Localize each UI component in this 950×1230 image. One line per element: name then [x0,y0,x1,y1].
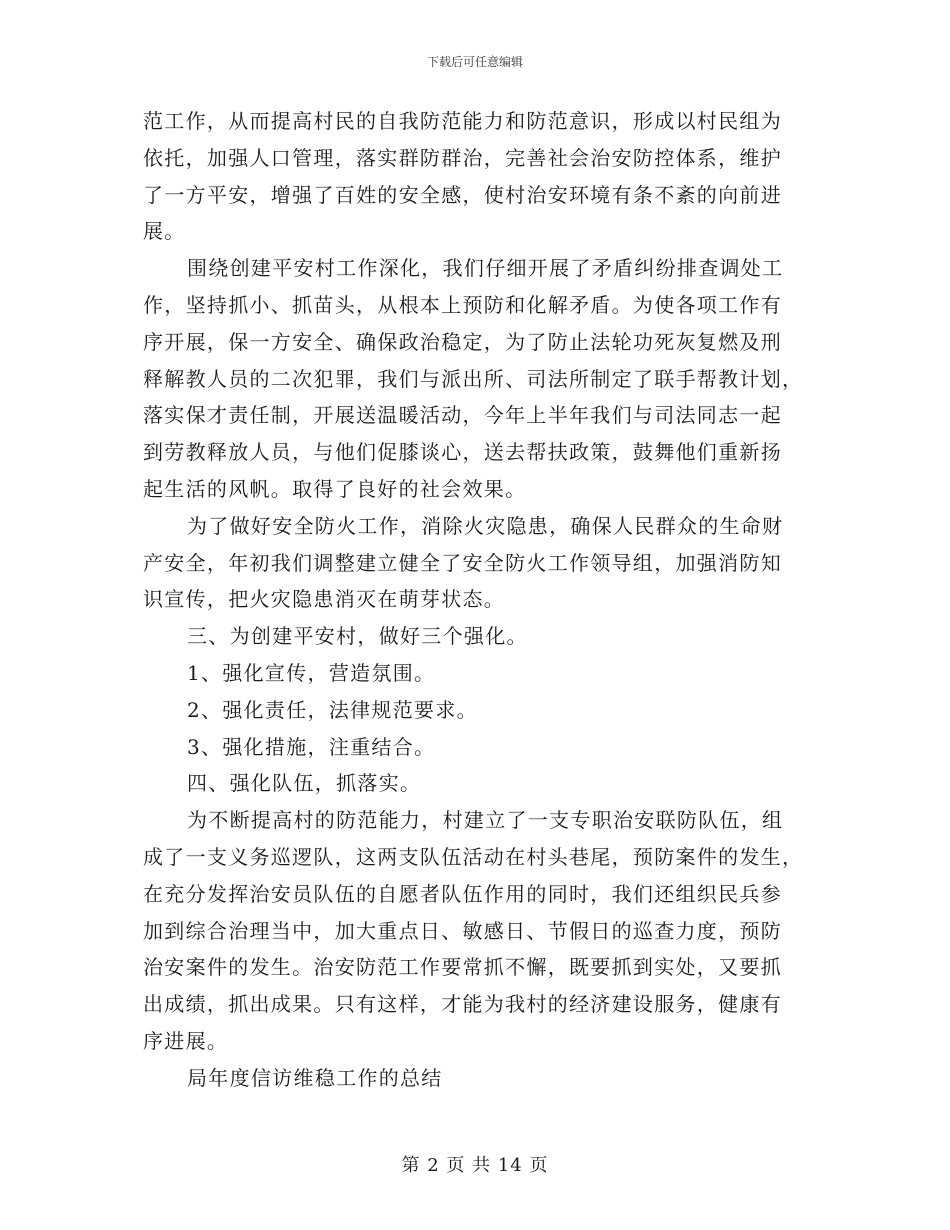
list-item: 1、强化宣传，营造氛围。 [187,660,436,685]
text-line: 依托，加强人口管理，落实群防群治，完善社会治安防控体系，维护 [143,145,782,170]
text-line: 到劳教释放人员，与他们促膝谈心，送去帮扶政策，鼓舞他们重新扬 [143,440,782,465]
text-line: 展。 [143,219,186,244]
text-line: 加到综合治理当中，加大重点日、敏感日、节假日的巡查力度，预防 [143,918,782,943]
text-line: 出成绩，抓出成果。只有这样，才能为我村的经济建设服务，健康有 [143,992,782,1017]
text-line: 在充分发挥治安员队伍的自愿者队伍作用的同时，我们还组织民兵参 [143,881,782,906]
text-line: 产安全，年初我们调整建立健全了安全防火工作领导组，加强消防知 [143,550,782,575]
text-line: 范工作，从而提高村民的自我防范能力和防范意识，形成以村民组为 [143,109,782,133]
text-line: 起生活的风帆。取得了良好的社会效果。 [143,476,527,501]
paragraph-start-line: 为了做好安全防火工作，消除火灾隐患，确保人民群众的生命财 [187,513,784,538]
section-heading: 三、为创建平安村，做好三个强化。 [187,624,528,649]
document-body [143,103,807,1097]
document-title-line: 局年度信访维稳工作的总结 [187,1065,443,1090]
list-item: 2、强化责任，法律规范要求。 [187,697,478,722]
section-heading: 四、强化队伍，抓落实。 [187,771,422,796]
paragraph-start-line: 围绕创建平安村工作深化，我们仔细开展了矛盾纠纷排查调处工 [187,256,784,281]
text-line: 成了一支义务巡逻队，这两支队伍活动在村头巷尾，预防案件的发生， [143,844,804,869]
text-line: 序进展。 [143,1028,229,1053]
text-line: 作，坚持抓小、抓苗头，从根本上预防和化解矛盾。为使各项工作有 [143,292,782,317]
text-line: 识宣传，把火灾隐患消灭在萌芽状态。 [143,587,506,612]
text-line: 了一方平安，增强了百姓的安全感，使村治安环境有条不紊的向前进 [143,182,782,207]
text-line: 释解教人员的二次犯罪，我们与派出所、司法所制定了联手帮教计划， [143,366,804,391]
page-number: 第 2 页 共 14 页 [401,1155,549,1176]
page-header: 下载后可任意编辑 [426,55,523,69]
list-item: 3、强化措施，注重结合。 [187,734,436,759]
paragraph-start-line: 为不断提高村的防范能力，村建立了一支专职治安联防队伍，组 [187,808,784,833]
text-line: 序开展，保一方安全、确保政治稳定，为了防止法轮功死灰复燃及刑 [143,329,782,354]
text-line: 治安案件的发生。治安防范工作要常抓不懈，既要抓到实处，又要抓 [143,955,782,980]
text-line: 落实保才责任制，开展送温暖活动，今年上半年我们与司法同志一起 [143,403,782,428]
